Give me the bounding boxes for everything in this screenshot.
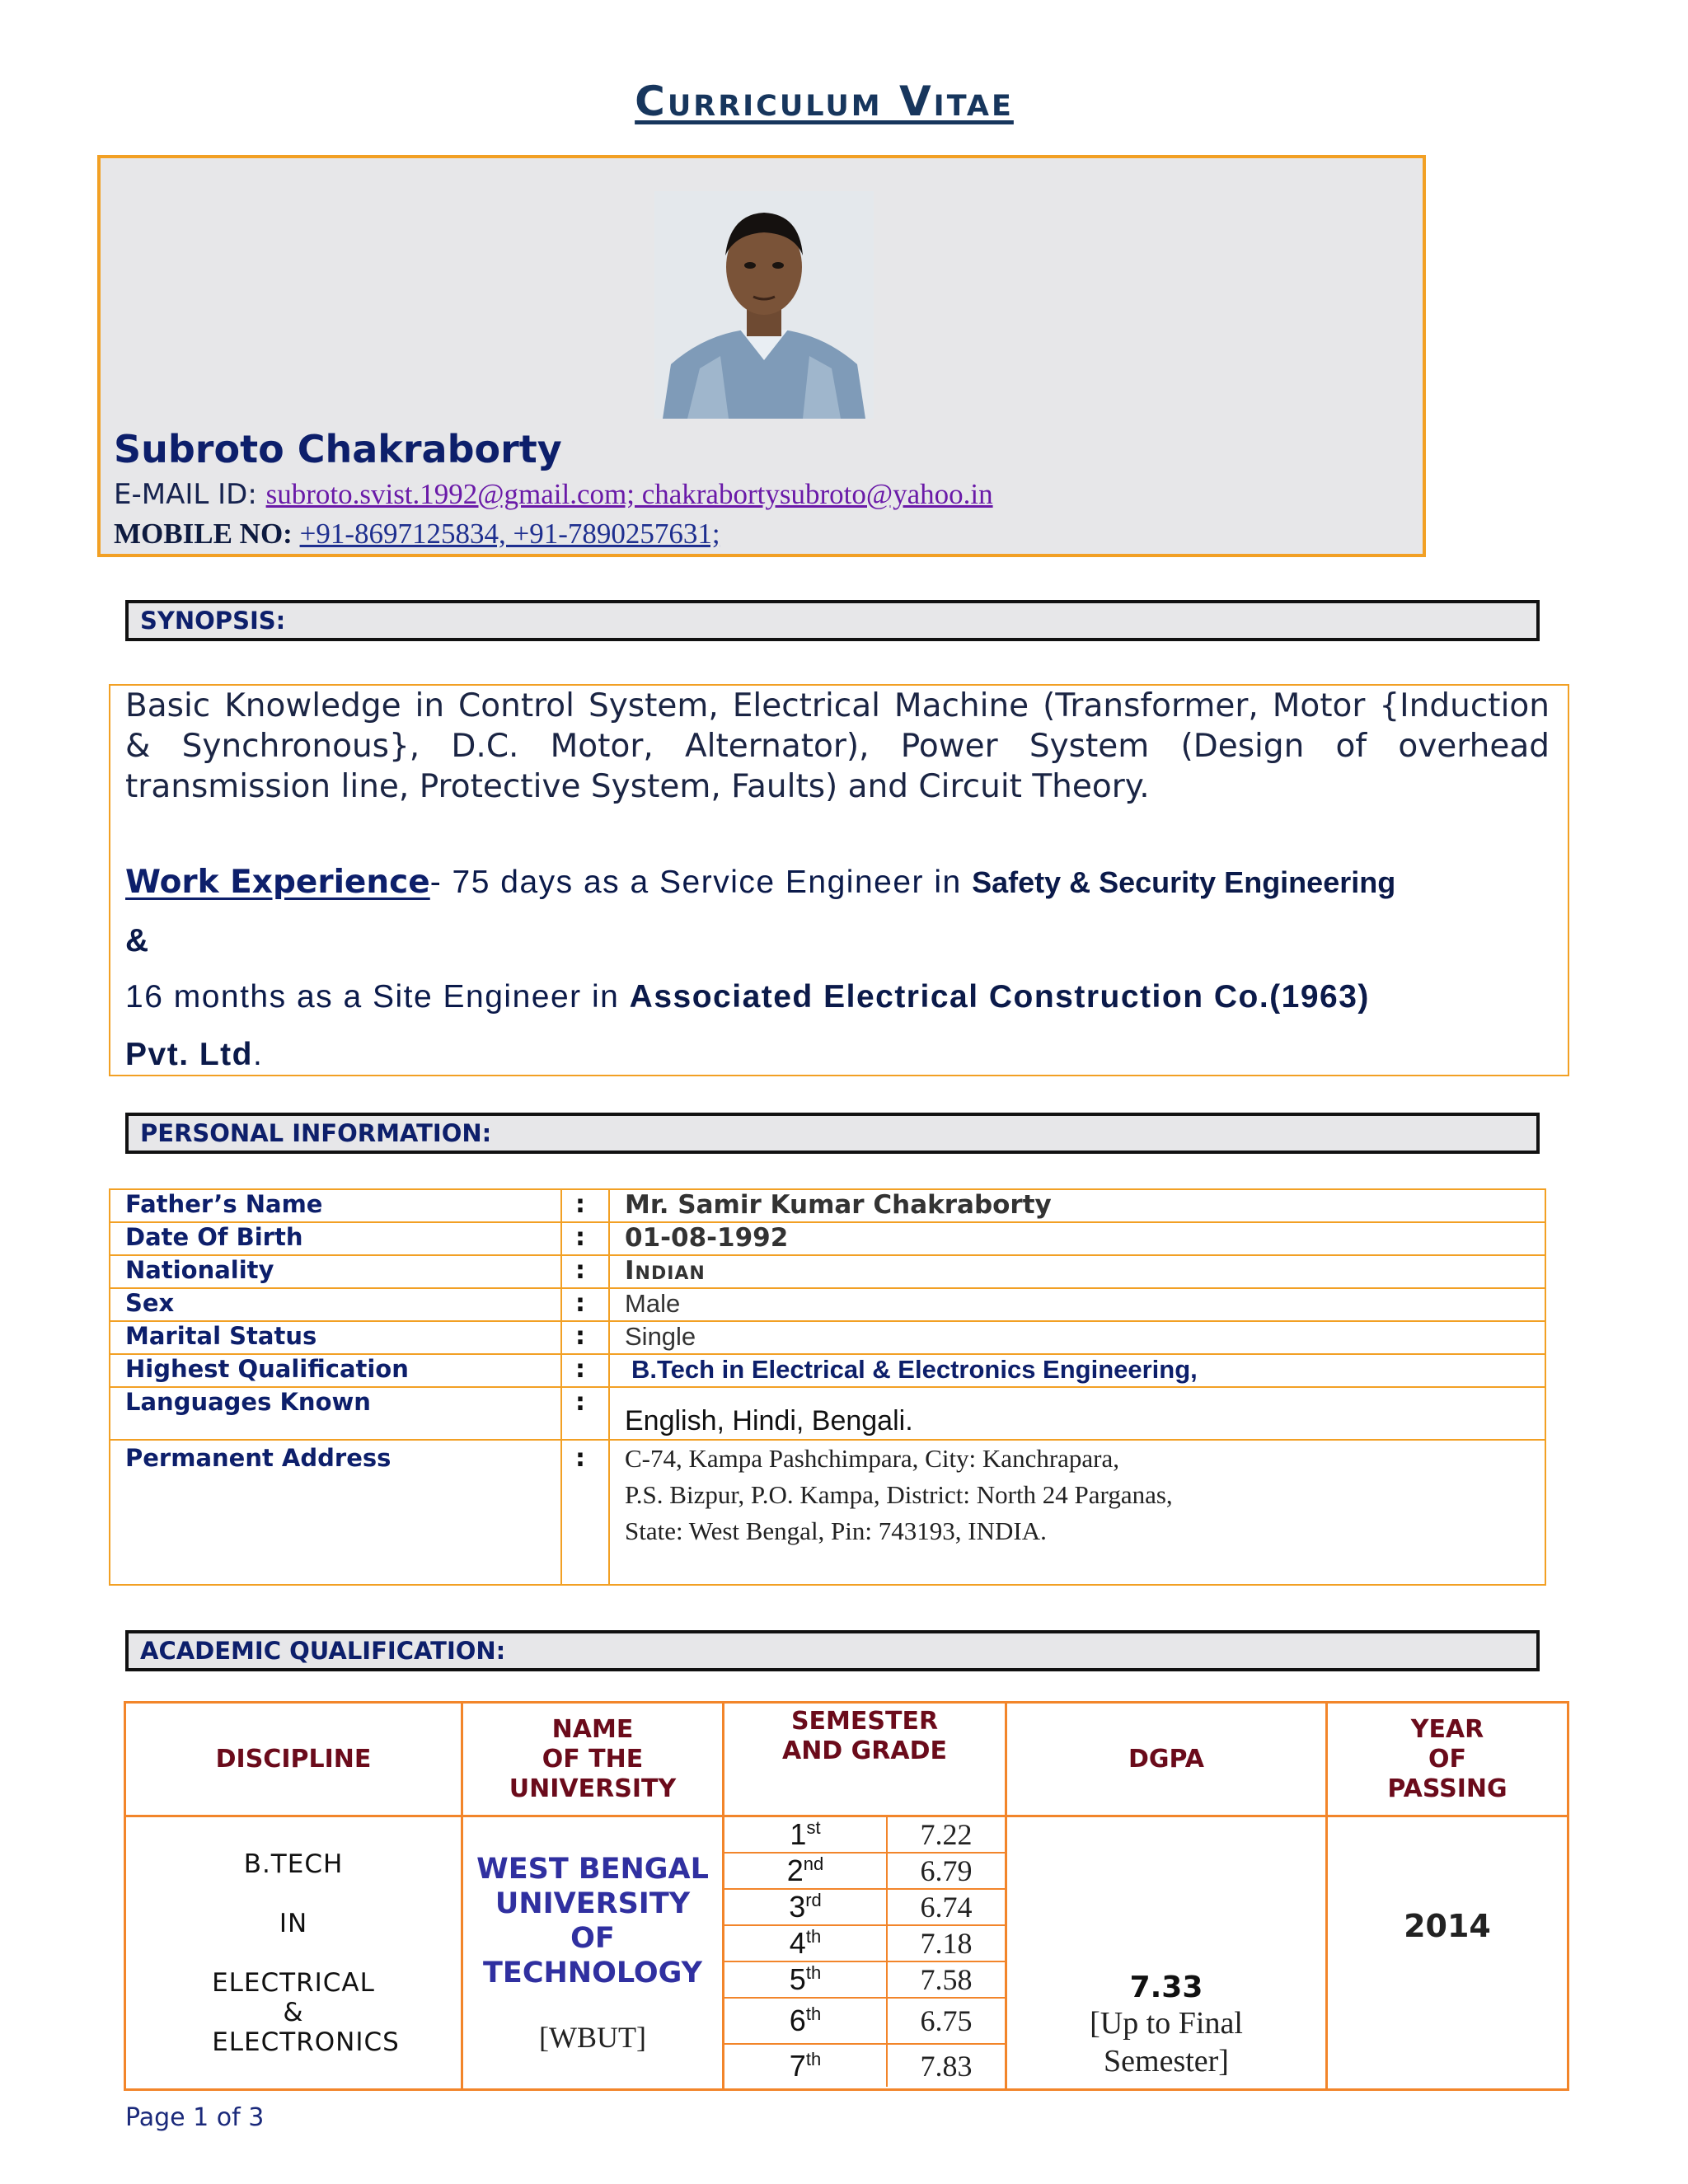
semester-row: [724, 1889, 1005, 1925]
header-line: NAME: [551, 1714, 634, 1744]
work-experience-line-2: [125, 979, 1550, 1015]
table-row: [110, 1440, 1545, 1585]
semester-row: [724, 2044, 1005, 2087]
work-company-1: Safety & Security Engineering: [972, 865, 1396, 899]
semester-number: 3rd: [724, 1889, 887, 1925]
column-header-discipline: DISCIPLINE: [125, 1703, 462, 1816]
field-colon: :: [561, 1255, 609, 1288]
field-value-nationality: Indian: [609, 1255, 1545, 1288]
field-label: Highest Qualification: [110, 1354, 561, 1387]
semester-number: 6th: [724, 1998, 887, 2044]
table-row: [110, 1222, 1545, 1255]
academic-table: [124, 1701, 1569, 2091]
address-line: State: West Bengal, Pin: 743193, INDIA.: [625, 1516, 1047, 1545]
university-abbr: [WBUT]: [539, 2020, 646, 2054]
field-colon: :: [561, 1387, 609, 1440]
candidate-name: Subroto Chakraborty: [114, 427, 562, 471]
university-line: TECHNOLOGY: [483, 1956, 702, 1990]
email-label: E-MAIL ID:: [114, 478, 266, 511]
semester-row: [724, 1853, 1005, 1889]
semester-grade: 7.83: [887, 2044, 1005, 2087]
address-line: P.S. Bizpur, P.O. Kampa, District: North 24 Parganas,: [625, 1480, 1173, 1509]
field-colon: :: [561, 1440, 609, 1585]
work-company-2: Associated Electrical Construction Co.(1963): [629, 979, 1370, 1015]
semester-grade: 7.22: [887, 1817, 1005, 1853]
dgpa-note-line: [Up to Final: [1090, 2006, 1243, 2041]
mobile-label: MOBILE NO:: [114, 518, 300, 550]
semester-row: [724, 1998, 1005, 2044]
work-period: .: [253, 1037, 264, 1072]
year-of-passing: 2014: [1404, 1908, 1491, 1944]
field-value-sex: Male: [609, 1288, 1545, 1321]
semester-grade: 6.75: [887, 1998, 1005, 2044]
work-company-2-suffix: Pvt. Ltd: [125, 1037, 253, 1072]
personal-info-table: [109, 1188, 1546, 1586]
field-label: Marital Status: [110, 1321, 561, 1354]
university-line: OF: [570, 1921, 615, 1955]
work-experience-text-1: - 75 days as a Service Engineer in: [429, 865, 973, 900]
field-label: Languages Known: [110, 1387, 561, 1440]
semester-grade: 7.18: [887, 1925, 1005, 1961]
header-line: OF THE: [542, 1744, 644, 1774]
discipline-line: IN: [279, 1908, 308, 1938]
table-row: [110, 1321, 1545, 1354]
semester-number: 1st: [724, 1817, 887, 1853]
field-label: Sex: [110, 1288, 561, 1321]
dgpa-value: 7.33: [1129, 1971, 1203, 2004]
discipline-line: ELECTRONICS: [212, 2027, 400, 2057]
address-line: C-74, Kampa Pashchimpara, City: Kanchrapara,: [625, 1444, 1120, 1473]
spacer: [463, 1990, 722, 2020]
university-line: UNIVERSITY: [495, 1886, 691, 1920]
field-colon: :: [561, 1189, 609, 1222]
table-row: [110, 1189, 1545, 1222]
field-value-dob: 01-08-1992: [609, 1222, 1545, 1255]
header-line: SEMESTER: [790, 1707, 939, 1736]
column-header-year: [1327, 1703, 1568, 1816]
synopsis-heading: SYNOPSIS:: [125, 600, 1540, 641]
discipline-cell: [125, 1816, 462, 2090]
discipline-line: &: [283, 1997, 304, 2027]
semester-number: 7th: [724, 2044, 887, 2087]
synopsis-text: Basic Knowledge in Control System, Electrical Machine (Transformer, Motor {Induction & Synchronous}, D.C. Motor, Alternator), Power System (Design of overhead transmission line, Protective System, Faults) and Circuit Theory.: [125, 687, 1550, 805]
work-experience-line-1: [125, 864, 1550, 901]
table-row: [110, 1288, 1545, 1321]
semester-number: 5th: [724, 1961, 887, 1998]
mobile-link[interactable]: +91-8697125834, +91-7890257631;: [299, 518, 720, 550]
semester-grade: 7.58: [887, 1961, 1005, 1998]
email-row: [114, 478, 993, 511]
discipline-line: ELECTRICAL: [212, 1967, 375, 1998]
mobile-row: [114, 518, 720, 551]
semester-number: 2nd: [724, 1853, 887, 1889]
column-header-dgpa: DGPA: [1006, 1703, 1327, 1816]
table-row: [110, 1255, 1545, 1288]
field-colon: :: [561, 1288, 609, 1321]
university-line: WEST BENGAL: [476, 1852, 709, 1886]
profile-photo: [654, 191, 874, 419]
field-label: Nationality: [110, 1255, 561, 1288]
field-colon: :: [561, 1321, 609, 1354]
work-experience-amp: &: [125, 923, 150, 958]
field-value-marital-status: Single: [609, 1321, 1545, 1354]
table-header-row: [125, 1703, 1568, 1816]
header-line: PASSING: [1387, 1774, 1507, 1803]
table-row: [125, 1816, 1568, 2090]
dgpa-note-line: Semester]: [1104, 2044, 1229, 2079]
semester-row: [724, 1961, 1005, 1998]
field-label: Father’s Name: [110, 1189, 561, 1222]
semester-row: [724, 1817, 1005, 1853]
table-row: [110, 1354, 1545, 1387]
table-row: [110, 1387, 1545, 1440]
column-header-semester: [724, 1703, 1006, 1816]
email-link[interactable]: subroto.svist.1992@gmail.com; chakrabortysubroto@yahoo.in: [265, 478, 993, 510]
discipline-line: B.TECH: [243, 1849, 344, 1879]
semester-grades-table: [724, 1817, 1005, 2087]
profile-photo-image: [654, 191, 874, 419]
field-value-qualification: B.Tech in Electrical & Electronics Engineering,: [609, 1354, 1545, 1387]
header-line: OF: [1428, 1744, 1466, 1774]
field-colon: :: [561, 1354, 609, 1387]
page-number: Page 1 of 3: [125, 2103, 265, 2132]
page-title: Curriculum Vitae: [635, 77, 1014, 125]
header-line: UNIVERSITY: [509, 1774, 677, 1803]
personal-info-heading: PERSONAL INFORMATION:: [125, 1113, 1540, 1154]
work-experience-text-2: 16 months as a Site Engineer in: [125, 979, 630, 1015]
header-line: YEAR: [1410, 1714, 1484, 1744]
field-value-address: [609, 1440, 1545, 1585]
header-line: AND GRADE: [781, 1736, 947, 1765]
semester-grade: 6.79: [887, 1853, 1005, 1889]
field-colon: :: [561, 1222, 609, 1255]
spacer: [126, 1879, 461, 1909]
spacer: [126, 1938, 461, 1968]
semester-number: 4th: [724, 1925, 887, 1961]
university-cell: [462, 1816, 724, 2090]
field-label: Date Of Birth: [110, 1222, 561, 1255]
work-experience-line-3: [125, 1037, 263, 1073]
semester-grade: 6.74: [887, 1889, 1005, 1925]
academic-heading: ACADEMIC QUALIFICATION:: [125, 1630, 1540, 1671]
year-cell: [1327, 1816, 1568, 2090]
semester-row: [724, 1925, 1005, 1961]
column-header-university: [462, 1703, 724, 1816]
work-experience-heading: Work Experience: [125, 864, 430, 901]
field-value-languages: English, Hindi, Bengali.: [609, 1387, 1545, 1440]
semester-cell: [724, 1816, 1006, 2090]
field-value-father-name: Mr. Samir Kumar Chakraborty: [609, 1189, 1545, 1222]
dgpa-cell: [1006, 1816, 1327, 2090]
field-label: Permanent Address: [110, 1440, 561, 1585]
